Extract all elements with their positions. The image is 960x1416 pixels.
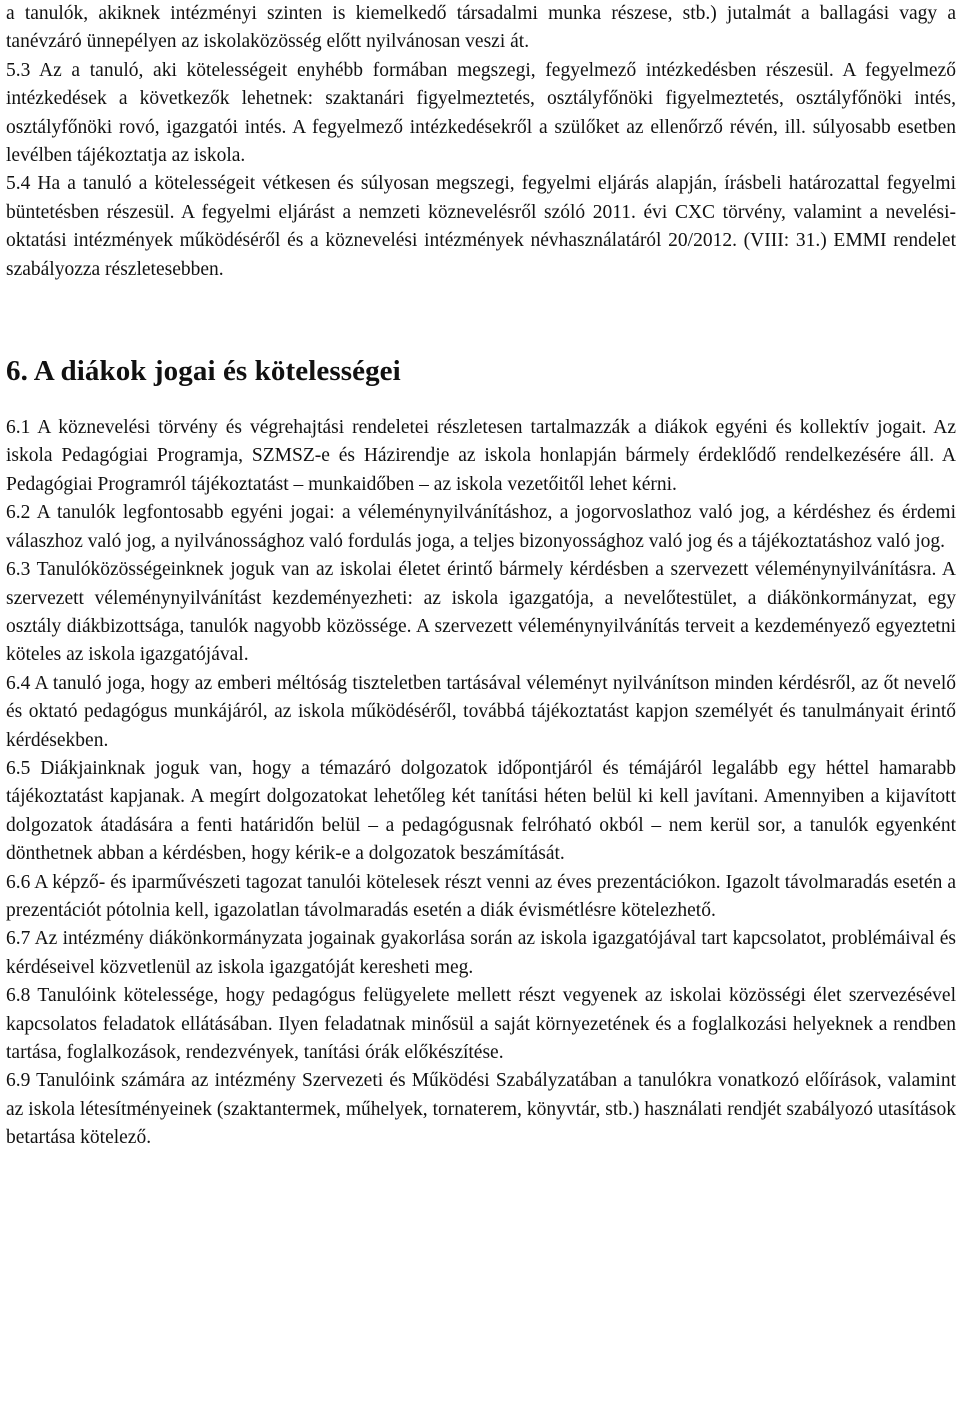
paragraph-5-3: 5.3 Az a tanuló, aki kötelességeit enyhébb formában megszegi, fegyelmező intézkedésben részesül. A fegyelmező intézkedések a következők lehetnek: szaktanári figyelmeztetés, osztályfőnöki figyelmeztetés, osztályfőnöki intés, osztályfőnöki rovó, igazgatói intés. A fegyelmező intézkedésekről a szülőket az ellenőrző révén, ill. súlyosabb esetben levélben tájékoztatja az iskola. <box>6 59 956 167</box>
paragraph-6-9: 6.9 Tanulóink számára az intézmény Szervezeti és Működési Szabályzatában a tanulókra vonatkozó előírások, valamint az iskola létesítményeinek (szaktantermek, műhelyek, tornaterem, könyvtár, stb.) használati rendjét szabályozó utasítások betartása kötelező. <box>6 1070 956 1149</box>
paragraph-6-5: 6.5 Diákjainknak joguk van, hogy a témazáró dolgozatok időpontjáról és témájáról legalább egy héttel hamarabb tájékoztatást kapjanak. A megírt dolgozatokat lehetőleg két tanítási héten belül ki kell javítani. Amennyiben a kijavított dolgozatok átadására a fenti határidőn belül – a pedagógusnak felróható okból – nem kerül sor, a tanulók egyenként dönthetnek abban a kérdésben, hogy kérik-e a dolgozatok beszámítását. <box>6 757 956 865</box>
paragraph-6-6: 6.6 A képző- és iparművészeti tagozat tanulói kötelesek részt venni az éves prezentációkon. Igazolt távolmaradás esetén a prezentációt pótolnia kell, igazolatlan távolmaradás esetén a diák évismétlésre kötelezhető. <box>6 871 956 921</box>
section-spacer <box>6 284 956 354</box>
paragraph-6-1: 6.1 A köznevelési törvény és végrehajtási rendeletei részletesen tartalmazzák a diákok egyéni és kollektív jogait. Az iskola Pedagógiai Programja, SZMSZ-e és Házirendje az iskola honlapján bármely érdeklődő rendelkezésére áll. A Pedagógiai Programról tájékoztatást – munkaidőben – az iskola vezetőitől lehet kérni. <box>6 417 956 495</box>
paragraph-6-2: 6.2 A tanulók legfontosabb egyéni jogai: a véleménynyilvánításhoz, a jogorvoslathoz való jog, a kérdéshez és érdemi válaszhoz való jog, a nyilvánossághoz való fordulás joga, a teljes bizonyossághoz való jog és a tájékoztatáshoz való jog. <box>6 502 956 552</box>
paragraph-6-7: 6.7 Az intézmény diákönkormányzata jogainak gyakorlása során az iskola igazgatójával tart kapcsolatot, problémáival és kérdéseivel közvetlenül az iskola igazgatóját keresheti meg. <box>6 928 956 978</box>
paragraph-5-4: 5.4 Ha a tanuló a kötelességeit vétkesen és súlyosan megszegi, fegyelmi eljárás alapján, írásbeli határozattal fegyelmi büntetésben részesül. A fegyelmi eljárást a nemzeti köznevelésről szóló 2011. évi CXC törvény, valamint a nevelési-oktatási intézmények működéséről és a köznevelési intézmények névhasználatáról 20/2012. (VIII: 31.) EMMI rendelet szabályozza részletesebben. <box>6 173 956 280</box>
section-heading: 6. A diákok jogai és kötelességei <box>6 355 401 388</box>
paragraph-6-8: 6.8 Tanulóink kötelessége, hogy pedagógus felügyelete mellett részt vegyenek az iskolai közösségi élet szervezésével kapcsolatos feladatok ellátásában. Ilyen feladatnak minősül a saját környezetének és a foglalkozási helyeknek a rendben tartása, foglalkozások, rendezvények, tanítási órák előkészítése. <box>6 985 956 1063</box>
paragraph-6-4: 6.4 A tanuló joga, hogy az emberi méltóság tiszteletben tartásával véleményt nyilvánítson minden kérdésről, az őt nevelő és oktató pedagógus munkájáról, az iskola működéséről, továbbá tájékoztatást kapjon személyét és tanulmányait érintő kérdésekben. <box>6 672 956 751</box>
paragraph-6-3: 6.3 Tanulóközösségeinknek joguk van az iskolai életet érintő bármely kérdésben a szervezett véleménynyilvánításra. A szervezett véleménynyilvánítást kezdeményezheti: az iskola igazgatója, a nevelőtestület, a diákönkormányzat, egy osztály diákbizottsága, tanulók nagyobb közössége. A szervezett véleménynyilvánítás terveit a kezdeményező egyeztetni köteles az iskola igazgatójával. <box>6 559 956 666</box>
document-page <box>6 0 956 1153</box>
paragraph-5-2-end: a tanulók, akiknek intézményi szinten is kiemelkedő társadalmi munka részese, stb.) jutalmát a ballagási vagy a tanévzáró ünnepélyen az iskolaközösség előtt nyilvánosan veszi át. <box>6 3 956 53</box>
